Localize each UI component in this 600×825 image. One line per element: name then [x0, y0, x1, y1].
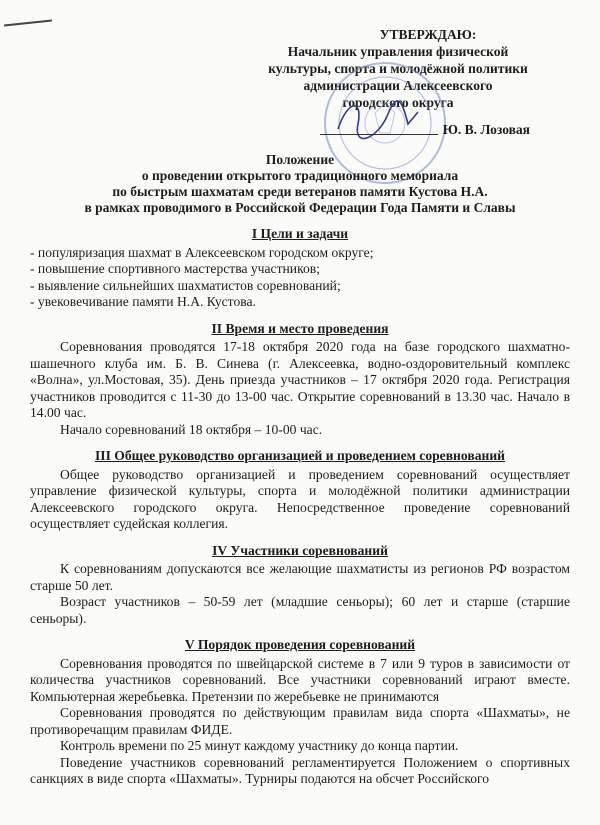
paragraph: Возраст участников – 50-59 лет (младшие сеньоры); 60 лет и старше (старшие сеньоры).	[30, 594, 570, 626]
signer-name: Ю. В. Лозовая	[442, 122, 530, 137]
paragraph: Соревнования проводятся по действующим правилам вида спорта «Шахматы», не противоречащим правилам ФИДЕ.	[30, 705, 570, 737]
approval-line: культуры, спорта и молодёжной политики	[268, 61, 528, 76]
section-heading: IV Участники соревнований	[212, 542, 388, 558]
paragraph: Контроль времени по 25 минут каждому участнику до конца партии.	[60, 738, 459, 753]
approval-line: Начальник управления физической	[287, 44, 509, 59]
document-body	[30, 226, 570, 788]
signature-line	[320, 134, 438, 135]
paragraph: Начало соревнований 18 октября – 10-00 час.	[60, 421, 323, 437]
paragraph: Соревнования проводятся 17-18 октября 2020 года на базе городского шахматно-шашечного клуба им. Б. В. Синева (г. Алексеевка, водно-оздоровительный комплекс «Волна», ул.Мостовая, 35). День приезда участников – 17 октября 2020 года. Регистрация участников проводится с 11-30 до 13-00 час. Открытие соревнований в 13.30 час. Начало в 14.00 час.	[30, 339, 570, 420]
list-item: - увековечивание памяти Н.А. Кустова.	[30, 294, 256, 309]
title-line: о проведении открытого традиционного мемориала	[141, 168, 459, 183]
list-item: - популяризация шахмат в Алексеевском городском округе;	[30, 244, 374, 260]
paragraph: К соревнованиям допускаются все желающие шахматисты из регионов РФ возрастом старше 50 лет.	[30, 561, 570, 593]
title-line: в рамках проводимого в Российской Федерации Года Памяти и Славы	[84, 200, 516, 215]
title-line: по быстрым шахматам среди ветеранов памяти Кустова Н.А.	[112, 184, 488, 199]
paragraph: Общее руководство организацией и проведением соревнований осуществляет управление физической культуры, спорта и молодёжной политики администрации Алексеевского городского округа. Непосредственное проведение соревнований осуществляет судейская коллегия.	[30, 466, 570, 531]
approval-title: УТВЕРЖДАЮ:	[379, 27, 477, 42]
section-heading: III Общее руководство организацией и проведением соревнований	[95, 448, 505, 463]
paragraph: Поведение участников соревнований регламентируется Положением о спортивных санкциях в виде спорта «Шахматы». Турниры подаются на обсчет Российского	[30, 754, 570, 786]
section-heading: II Время и место проведения	[211, 320, 389, 336]
approval-line: городского округа	[342, 95, 454, 110]
approval-line: администрации Алексеевского	[303, 78, 493, 93]
document-title	[0, 152, 600, 216]
title-line: Положение	[265, 152, 335, 167]
section-heading: I Цели и задачи	[251, 226, 349, 241]
scan-mark	[4, 19, 52, 26]
paragraph: Соревнования проводятся по швейцарской системе в 7 или 9 туров в зависимости от количества участников соревнований. Все участники соревнований играют вместе. Компьютерная жеребьевка. Претензии по жеребьевке не принимаются	[30, 655, 570, 704]
list-item: - выявление сильнейших шахматистов соревнований;	[30, 277, 341, 293]
section-heading: V Порядок проведения соревнований	[184, 637, 416, 652]
list-item: - повышение спортивного мастерства участников;	[30, 261, 320, 276]
